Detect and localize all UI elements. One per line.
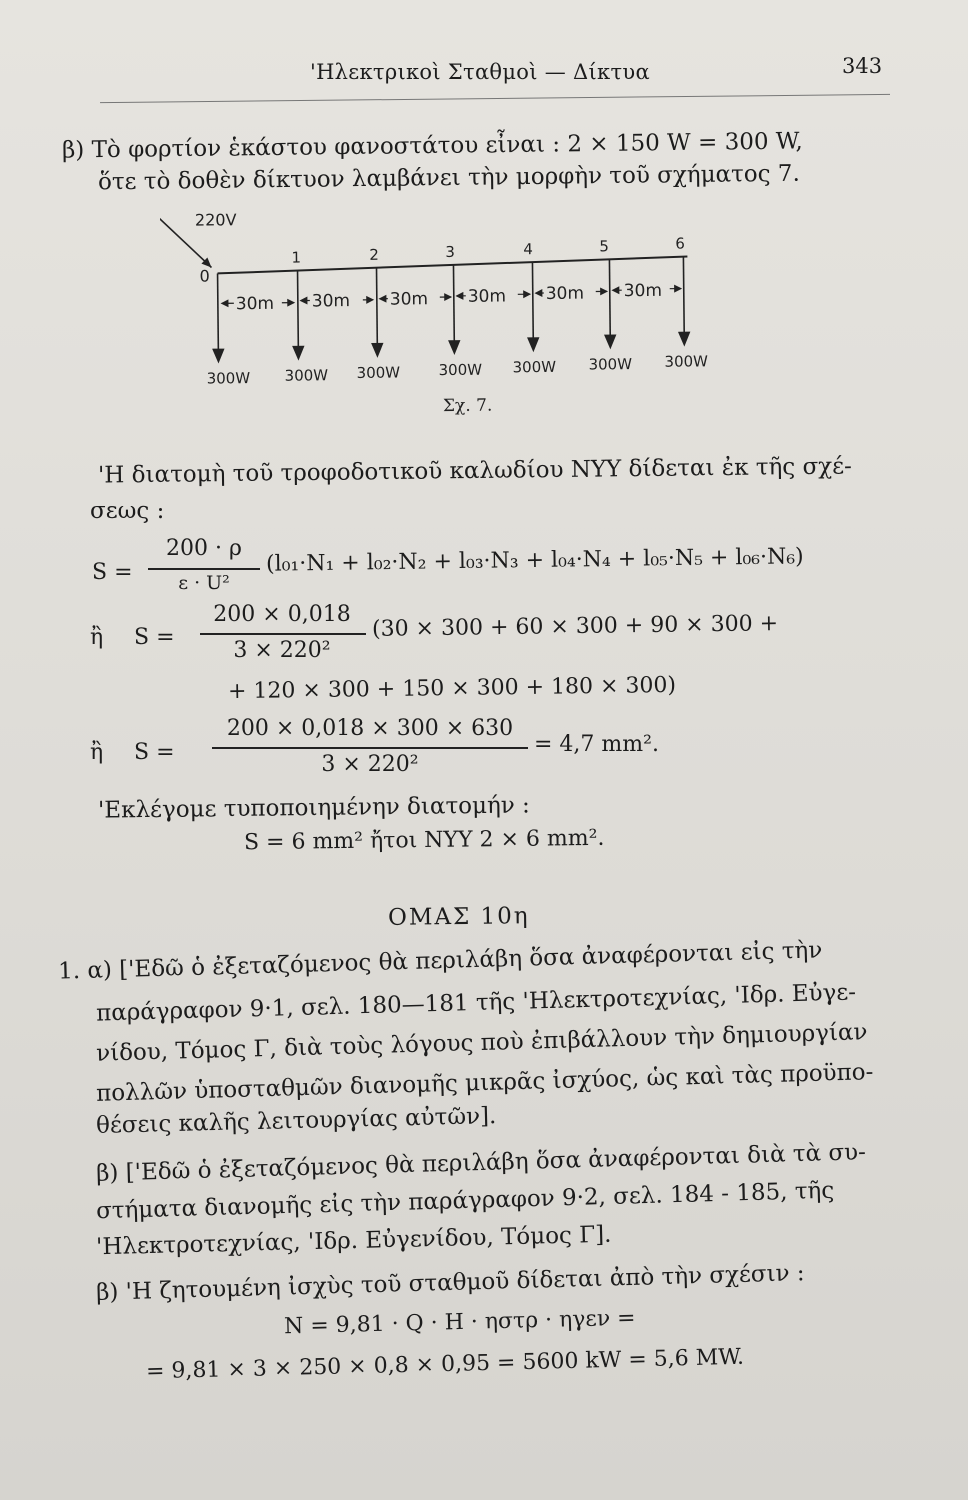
- section-line2: σεως :: [90, 498, 165, 524]
- node-label-0: 0: [199, 266, 210, 286]
- item1-line2: παράγραφον 9·1, σελ. 180—181 τῆς 'Ηλεκτροτεχνίας, 'Ιδρ. Εὐγε-: [95, 979, 857, 1027]
- segment-label-5: 30m: [545, 283, 585, 304]
- segment-label-6: 30m: [623, 280, 663, 302]
- load-label-0: 300W: [206, 369, 251, 388]
- running-header-title: 'Ηλεκτρικοὶ Σταθμοὶ — Δίκτυα: [310, 60, 650, 84]
- load-arrow-0: [213, 349, 223, 361]
- node-label-2: 2: [369, 245, 380, 264]
- formula2-rhs1: (30 × 300 + 60 × 300 + 90 × 300 +: [371, 611, 779, 642]
- formula2-fraction-bar: [200, 633, 366, 635]
- load-arrow-1: [293, 347, 303, 359]
- node-label-4: 4: [523, 240, 533, 259]
- supply-label: 220V: [194, 210, 237, 230]
- page-number: 343: [842, 54, 883, 78]
- node-label-3: 3: [445, 242, 455, 262]
- formula1-denominator: ε · U²: [178, 572, 230, 594]
- load-label-4: 300W: [512, 357, 557, 377]
- header-rule: [100, 94, 890, 103]
- item1-line9: β) 'Η ζητουμένη ἰσχὺς τοῦ σταθμοῦ δίδεται ἀπὸ τὴν σχέσιν :: [95, 1260, 805, 1306]
- formula2-numerator: 200 × 0,018: [213, 602, 351, 627]
- item1-line6: β) ['Εδῶ ὁ ἐξεταζόμενος θὰ περιλάβη ὅσα ἀναφέρονται διὰ τὰ συ-: [95, 1139, 867, 1187]
- load-arrow-6: [679, 332, 689, 344]
- group-heading: ΟΜΑΣ 10η: [387, 903, 530, 931]
- para-b-line1: β) Τὸ φορτίον ἑκάστου φανοστάτου εἶναι : 2 × 150 W = 300 W,: [61, 128, 803, 164]
- choice-line2: S = 6 mm² ἤτοι NYY 2 × 6 mm².: [243, 825, 605, 856]
- item1-line4: πολλῶν ὑποσταθμῶν διανομῆς μικρᾶς ἰσχύος, ὡς καὶ τὰς προϋπο-: [95, 1059, 874, 1107]
- formula3-result: = 4,7 mm².: [534, 732, 659, 757]
- load-drop-2: [377, 268, 378, 354]
- load-drop-6: [683, 257, 684, 343]
- load-label-6: 300W: [664, 352, 709, 371]
- formula3-lhs: S =: [134, 740, 175, 765]
- load-drop-0: [218, 273, 219, 359]
- load-arrow-2: [372, 344, 382, 356]
- load-label-3: 300W: [438, 360, 483, 380]
- figure-caption: Σχ. 7.: [442, 395, 493, 417]
- node-label-1: 1: [291, 248, 302, 267]
- load-arrow-4: [528, 338, 538, 350]
- load-arrow-5: [605, 335, 615, 347]
- segment-label-3: 30m: [389, 289, 429, 310]
- formula2-denominator: 3 × 220²: [233, 638, 331, 663]
- item1-line5: θέσεις καλῆς λειτουργίας αὐτῶν].: [95, 1103, 497, 1139]
- load-arrow-3: [449, 341, 459, 353]
- load-drop-4: [532, 262, 533, 348]
- segment-label-4: 30m: [467, 286, 507, 307]
- segment-label-2: 30m: [311, 291, 351, 312]
- segment-label-1: 30m: [235, 293, 275, 315]
- choice-line1: 'Εκλέγομε τυποποιημένην διατομήν :: [97, 792, 530, 824]
- load-drop-1: [298, 271, 299, 357]
- section-line1: 'Η διατομὴ τοῦ τροφοδοτικοῦ καλωδίου NYY δίδεται ἐκ τῆς σχέ-: [97, 453, 853, 489]
- item1-line1: 1. α) ['Εδῶ ὁ ἐξεταζόμενος θὰ περιλάβη ὅσα ἀναφέρονται εἰς τὴν: [57, 937, 823, 985]
- formula2-prefix: ἢ: [90, 625, 104, 650]
- item1-line8: 'Ηλεκτροτεχνίας, 'Ιδρ. Εὐγενίδου, Τόμος Γ].: [95, 1221, 612, 1261]
- formula3-prefix: ἢ: [90, 740, 104, 765]
- load-label-2: 300W: [356, 363, 401, 382]
- formula2-lhs: S =: [134, 625, 175, 650]
- load-drop-5: [609, 259, 610, 345]
- load-label-5: 300W: [588, 355, 633, 374]
- item1-line7: στήματα διανομῆς εἰς τὴν παράγραφον 9·2, σελ. 184 - 185, τῆς: [95, 1177, 835, 1225]
- formula2-rhs2: + 120 × 300 + 150 × 300 + 180 × 300): [227, 672, 677, 705]
- item1-line3: νίδου, Τόμος Γ, διὰ τοὺς λόγους ποὺ ἐπιβάλλουν τὴν δημιουργίαν: [95, 1019, 868, 1067]
- formula4-line1: N = 9,81 · Q · H · ηστρ · ηγεν =: [283, 1305, 636, 1340]
- circuit-figure: [160, 205, 740, 425]
- formula3-denominator: 3 × 220²: [321, 752, 419, 777]
- load-drop-3: [453, 265, 454, 351]
- node-label-6: 6: [675, 234, 685, 253]
- formula1-fraction-bar: [148, 568, 260, 570]
- para-b-line2: ὅτε τὸ δοθὲν δίκτυον λαμβάνει τὴν μορφὴν τοῦ σχήματος 7.: [97, 160, 800, 196]
- load-label-1: 300W: [284, 366, 329, 385]
- formula3-numerator: 200 × 0,018 × 300 × 630: [226, 716, 514, 741]
- formula1-lhs: S =: [92, 560, 133, 585]
- formula3-fraction-bar: [212, 747, 528, 749]
- formula4-line2: = 9,81 × 3 × 250 × 0,8 × 0,95 = 5600 kW = 5,6 MW.: [145, 1344, 745, 1385]
- formula1-numerator: 200 · ρ: [166, 536, 242, 561]
- node-label-5: 5: [599, 237, 609, 256]
- formula1-rhs: (l₀₁·N₁ + l₀₂·N₂ + l₀₃·N₃ + l₀₄·N₄ + l₀₅·N₅ + l₀₆·N₆): [265, 544, 804, 577]
